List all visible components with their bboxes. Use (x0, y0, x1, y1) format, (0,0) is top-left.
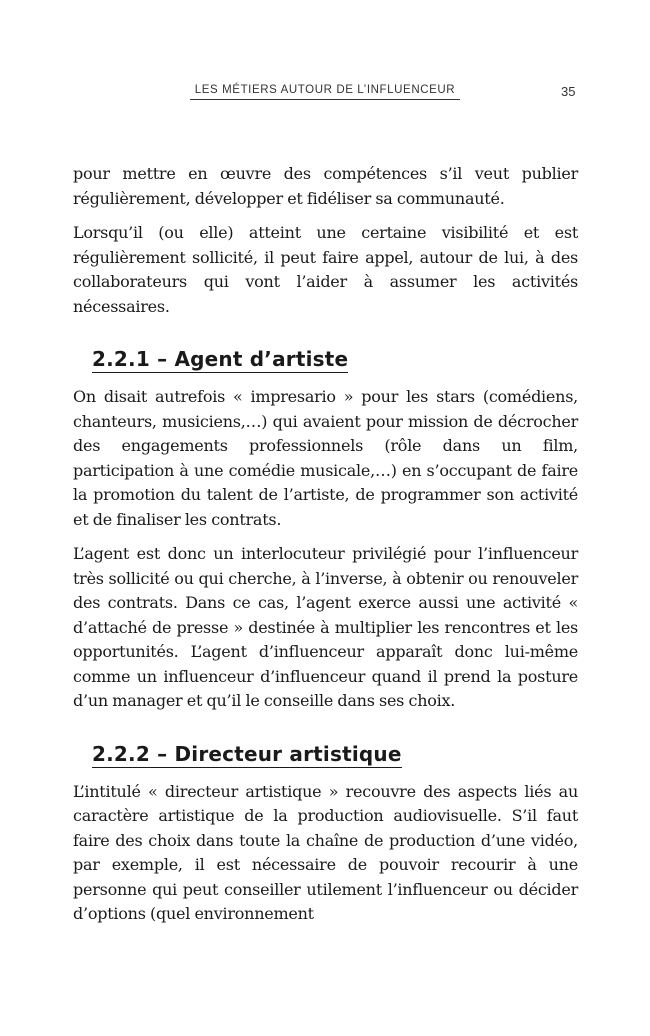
paragraph-artistic-director: L’intitulé « directeur artistique » recouvre des aspects liés au caractère artistique de la production audiovisuelle. S’il faut faire des choix dans toute la chaîne de production d’une vidéo, par exemple, il est nécessaire de pouvoir recourir à une personne qui peut conseiller utilement l’influenceur ou décider d’options (quel environnement (73, 781, 578, 923)
running-header-title: LES MÉTIERS AUTOUR DE L’INFLUENCEUR (190, 84, 460, 100)
section-heading-director: 2.2.2 – Directeur artistique (92, 741, 402, 766)
paragraph-intro-continuation: pour mettre en œuvre des compétences s’il veut publier régulièrement, développer et fidéliser sa communauté. (73, 164, 578, 208)
paragraph-collaborators: Lorsqu’il (ou elle) atteint une certaine visibilité et est régulièrement sollicité, il peut faire appel, autour de lui, à des collaborateurs qui vont l’aider à assumer les activités nécessaires. (73, 223, 578, 316)
body-text (73, 162, 578, 937)
paragraph-agent-role: L’agent est donc un interlocuteur privilégié pour l’influenceur très sollicité ou qui cherche, à l’inverse, à obtenir ou renouveler des contrats. Dans ce cas, l’agent exerce aussi une activité « d’attaché de presse » destinée à multiplier les rencontres et les opportunités. L’agent d’influenceur apparaît donc lui-même comme un influenceur d’influenceur quand il prend la posture d’un manager et qu’il le conseille dans ses choix. (73, 544, 578, 710)
paragraph-impresario: On disait autrefois « impresario » pour les stars (comédiens, chanteurs, musiciens,…) qui avaient pour mission de décrocher des engagements professionnels (rôle dans un film, participation à une comédie musicale,…) en s’occupant de faire la promotion du talent de l’artiste, de programmer son activité et de finaliser les contrats. (73, 387, 578, 529)
section-heading-agent: 2.2.1 – Agent d’artiste (92, 347, 349, 371)
page-number: 35 (561, 84, 576, 99)
